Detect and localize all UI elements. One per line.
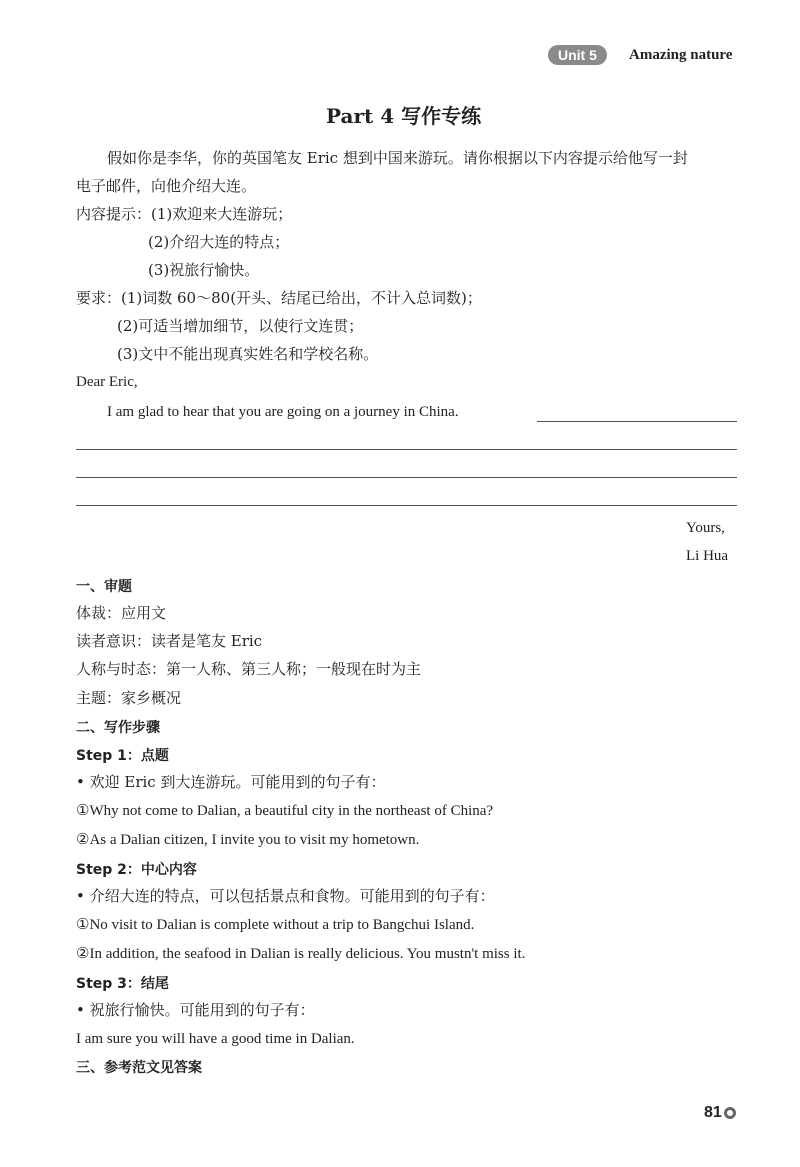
requirement-2: (2)可适当增加细节，以使行文连贯；	[117, 317, 364, 335]
prompt-line-2: 电子邮件，向他介绍大连。	[76, 177, 257, 195]
step-bullet: • 欢迎 Eric 到大连游玩。可能用到的句子有：	[76, 773, 386, 791]
letter-closing: Yours,	[686, 520, 725, 536]
example-sentence: I am sure you will have a good time in Dalian.	[76, 1031, 355, 1047]
example-sentence: ①No visit to Dalian is complete without a trip to Bangchui Island.	[76, 917, 475, 933]
page-number	[704, 1102, 736, 1122]
analysis-reader: 读者意识：读者是笔友 Eric	[76, 632, 263, 650]
writing-line[interactable]	[76, 477, 737, 478]
section-heading: 二、写作步骤	[76, 720, 160, 736]
example-sentence: ②As a Dalian citizen, I invite you to visit my hometown.	[76, 832, 420, 848]
analysis-person-tense: 人称与时态：第一人称、第三人称；一般现在时为主	[76, 660, 422, 678]
section-heading: 一、审题	[76, 579, 132, 595]
unit-title: Amazing nature	[629, 47, 733, 63]
writing-line[interactable]	[76, 505, 737, 506]
page-number-text: 81	[704, 1104, 722, 1121]
step-heading: Step 2：中心内容	[76, 862, 197, 878]
writing-line[interactable]	[537, 421, 737, 422]
step-bullet: • 介绍大连的特点，可以包括景点和食物。可能用到的句子有：	[76, 887, 495, 905]
page-title: Part 4 写作专练	[326, 104, 482, 128]
prompt-line-1: 假如你是李华，你的英国笔友 Eric 想到中国来游玩。请你根据以下内容提示给他写一封	[107, 149, 688, 167]
hint-2: (2)介绍大连的特点；	[148, 233, 290, 251]
section-heading: 三、参考范文见答案	[76, 1060, 202, 1076]
gear-icon	[724, 1107, 736, 1119]
example-sentence: ①Why not come to Dalian, a beautiful city in the northeast of China?	[76, 803, 494, 819]
requirement-3: (3)文中不能出现真实姓名和学校名称。	[117, 345, 379, 363]
hint-3: (3)祝旅行愉快。	[148, 261, 260, 279]
letter-salutation: Dear Eric,	[76, 374, 138, 390]
analysis-genre: 体裁：应用文	[76, 604, 167, 622]
letter-opening: I am glad to hear that you are going on a journey in China.	[107, 404, 459, 420]
requirement-1: 要求：(1)词数 60～80(开头、结尾已给出，不计入总词数)；	[76, 289, 482, 307]
step-heading: Step 1：点题	[76, 748, 169, 764]
analysis-theme: 主题：家乡概况	[76, 689, 182, 707]
unit-badge: Unit 5	[548, 45, 607, 65]
example-sentence: ②In addition, the seafood in Dalian is really delicious. You mustn't miss it.	[76, 946, 526, 962]
step-heading: Step 3：结尾	[76, 976, 169, 992]
hint-1: 内容提示：(1)欢迎来大连游玩；	[76, 205, 293, 223]
writing-line[interactable]	[76, 449, 737, 450]
letter-signature: Li Hua	[686, 548, 729, 564]
step-bullet: • 祝旅行愉快。可能用到的句子有：	[76, 1001, 315, 1019]
